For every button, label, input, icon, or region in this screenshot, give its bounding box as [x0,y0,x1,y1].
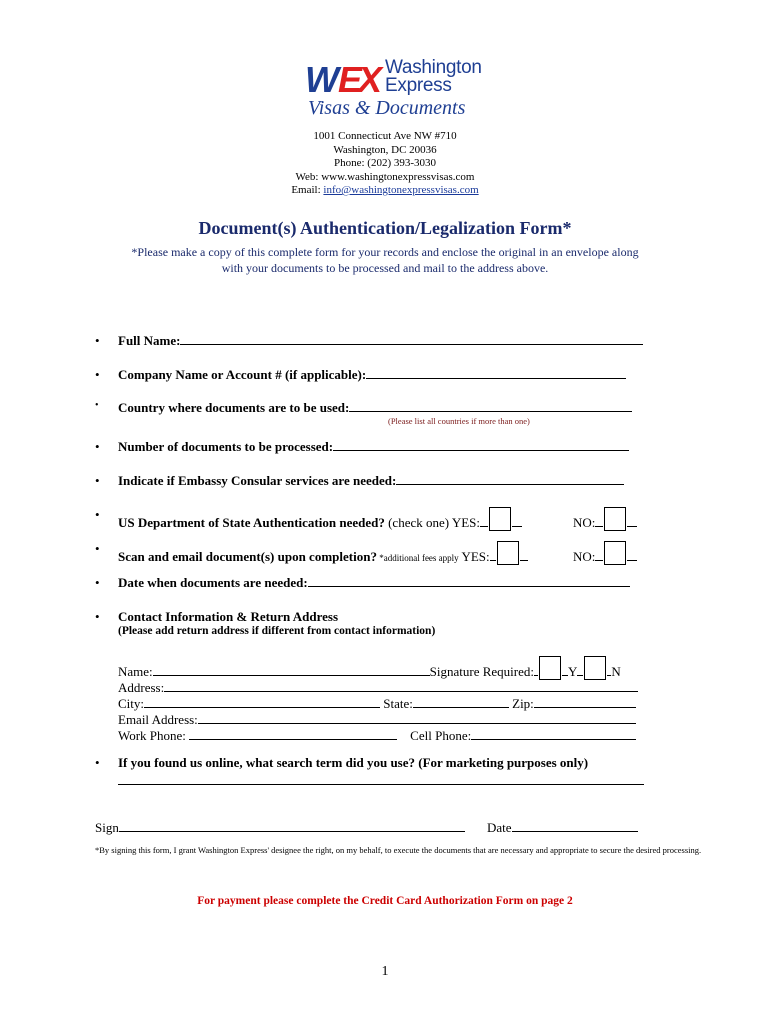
embassy-label: Indicate if Embassy Consular services are needed: [118,473,397,488]
city-label: City: [118,696,145,711]
num-docs-field[interactable] [333,439,629,451]
scan-no-checkbox[interactable] [604,541,626,565]
city-field[interactable] [144,696,380,708]
full-name-label: Full Name: [118,333,181,348]
state-auth-label: US Department of State Authentication needed? [118,515,385,530]
name-field[interactable] [153,664,430,676]
bullet-icon: • [95,575,100,590]
underline [534,664,538,676]
state-field[interactable] [413,696,509,708]
company-field[interactable] [366,367,626,379]
name-label: Name: [118,664,153,679]
search-term-label: If you found us online, what search term did you use? (For marketing purposes only) [118,755,589,770]
logo-name-line2: Express [385,75,452,96]
signature-yes-checkbox[interactable] [539,656,561,680]
state-auth-no-checkbox[interactable] [604,507,626,531]
state-auth-no-group [573,507,637,531]
email-link[interactable]: info@washingtonexpressvisas.com [323,184,479,196]
work-phone-label: Work Phone: [118,728,186,743]
wex-logo-icon [305,59,385,99]
underline [595,549,603,561]
date-label: Date [487,820,512,835]
underline [627,549,637,561]
cell-phone-label: Cell Phone: [410,728,472,743]
full-name-field[interactable] [180,333,643,345]
num-docs-label: Number of documents to be processed: [118,439,334,454]
state-auth-check-label: (check one) YES: [384,515,481,530]
bullet-icon: • [95,333,100,348]
contact-fields [118,656,638,744]
bullet-icon: • [95,367,100,382]
state-label: State: [383,696,413,711]
address-web: Web: www.washingtonexpressvisas.com [295,170,475,183]
embassy-field[interactable] [396,473,624,485]
underline [520,549,528,561]
search-term-field[interactable] [118,773,644,785]
bullet-icon: • [95,541,100,556]
form-title: Document(s) Authentication/Legalization Form* [198,218,572,238]
address-phone: Phone: (202) 393-3030 [333,157,437,169]
signature-n-label: N [611,664,621,679]
email-label: Email: [291,184,324,196]
underline [595,515,603,527]
form-subtitle: *Please make a copy of this complete form for your records and enclose the original in an envelope along with your documents to be processed and mail to the address above. [131,245,639,275]
underline [627,515,637,527]
page-number: 1 [381,964,389,979]
company-label: Company Name or Account # (if applicable): [118,367,367,382]
scan-no-group [573,541,637,565]
date-needed-field[interactable] [308,575,630,587]
scan-label: Scan and email document(s) upon completion? [118,549,377,564]
logo-name [385,59,482,95]
underline [490,549,496,561]
date-needed-label: Date when documents are needed: [118,575,308,590]
sign-label: Sign [95,820,119,835]
address-email-row [0,184,770,198]
country-label: Country where documents are to be used: [118,400,350,415]
zip-label: Zip: [512,696,534,711]
logo-tagline: Visas & Documents [308,97,466,119]
state-auth-yes-checkbox[interactable] [489,507,511,531]
signature-required-label: Signature Required: [429,664,534,679]
underline [480,515,488,527]
svg-text:W: W [305,59,335,99]
address-line [118,680,638,696]
underline [512,515,522,527]
bullet-icon: • [95,400,99,411]
address-line2: Washington, DC 20036 [333,143,437,156]
name-line [118,656,638,680]
company-address [0,130,770,198]
sign-field[interactable] [119,820,465,832]
email-address-label: Email Address: [118,712,198,727]
work-phone-field[interactable] [189,728,397,740]
zip-field[interactable] [534,696,636,708]
country-field[interactable] [349,400,632,412]
date-group [487,820,638,836]
address-label: Address: [118,680,165,695]
scan-fee-note: *additional fees apply [376,553,459,563]
state-auth-no-label: NO: [573,515,596,530]
address-field[interactable] [164,680,638,692]
date-field[interactable] [512,820,638,832]
bullet-icon: • [95,507,100,522]
contact-title: Contact Information & Return Address [118,609,339,624]
email-line [118,712,638,728]
bullet-icon: • [95,473,100,488]
logo-name-line1: Washington [385,57,482,78]
signature-y-label: Y [568,664,578,679]
cell-phone-field[interactable] [471,728,636,740]
company-logo [305,55,495,125]
bullet-icon: • [95,755,100,770]
scan-no-label: NO: [573,549,596,564]
bullet-icon: • [95,609,100,624]
signature-no-checkbox[interactable] [584,656,606,680]
signature-row [95,820,512,836]
country-note: (Please list all countries if more than one) [388,416,530,426]
disclaimer: *By signing this form, I grant Washington Express' designee the right, on my behalf, to execute the documents that are necessary and appropriate to secure the desired processing. [95,845,702,855]
email-address-field[interactable] [198,712,636,724]
payment-note: For payment please complete the Credit Card Authorization Form on page 2 [197,895,573,907]
city-line [118,696,638,712]
underline [577,664,583,676]
phone-line [118,728,638,744]
scan-yes-label: YES: [458,549,490,564]
bullet-icon: • [95,439,100,454]
svg-text:EX: EX [338,59,379,99]
address-line1: 1001 Connecticut Ave NW #710 [313,130,457,142]
contact-subtitle: (Please add return address if different from contact information) [118,625,436,637]
scan-yes-checkbox[interactable] [497,541,519,565]
